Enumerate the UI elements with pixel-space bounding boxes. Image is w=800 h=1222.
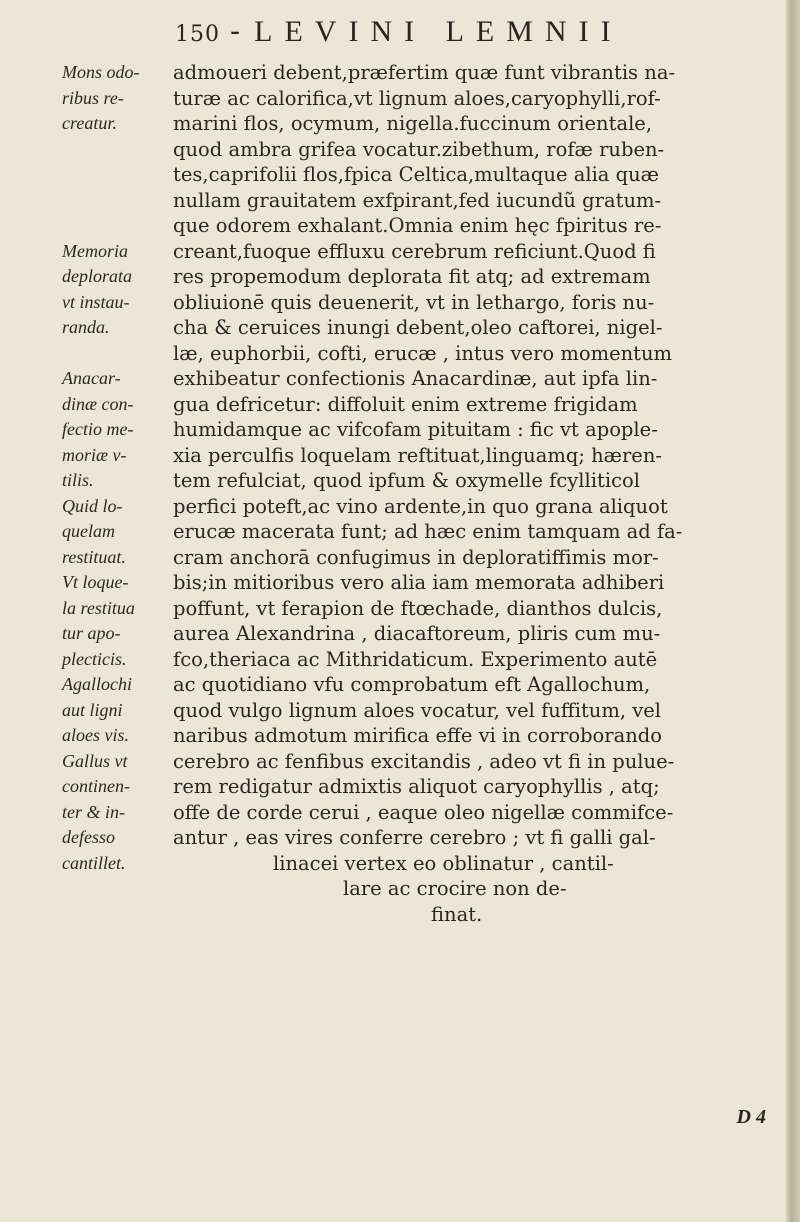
text-line: que odorem exhalant.Omnia enim hęc fpiritus re-: [173, 214, 662, 237]
margin-note: [62, 749, 172, 877]
margin-note-line: aut ligni: [62, 699, 123, 720]
text-line: perfici poteft,ac vino ardente,in quo grana aliquot: [173, 494, 668, 518]
margin-note-line: deplorata: [62, 266, 132, 286]
text-line: admoueri debent,præfertim quæ funt vibrantis na-: [173, 61, 676, 84]
running-header: [175, 14, 750, 50]
text-line: nullam grauitatem exfpirant,fed iucundũ gratum-: [173, 188, 662, 212]
running-title: LEVINI LEMNII: [254, 15, 623, 48]
margin-note-line: aloes vis.: [62, 725, 129, 745]
margin-note-line: randa.: [62, 317, 110, 337]
margin-note-line: Anacar-: [62, 368, 121, 388]
margin-note-line: vt instau-: [62, 291, 130, 312]
margin-note-line: restituat.: [62, 546, 126, 567]
margin-note-line: Vt loque-: [62, 572, 129, 592]
margin-note: [62, 672, 172, 749]
text-line: quod vulgo lignum aloes vocatur, vel fuffitum, vel: [173, 698, 662, 722]
text-line: læ, euphorbii, cofti, erucæ , intus vero momentum: [173, 341, 673, 365]
text-line: turæ ac calorifica,vt lignum aloes,caryophylli,rof-: [173, 86, 661, 110]
margin-note-line: Agallochi: [62, 674, 132, 694]
margin-note-line: moriæ v-: [62, 444, 127, 465]
margin-note: [62, 239, 172, 341]
text-line: tem refulciat, quod ipfum & oxymelle fcylliticol: [173, 469, 640, 492]
margin-note-line: la restitua: [62, 597, 135, 618]
margin-note-line: ribus re-: [62, 87, 124, 108]
text-line: cerebro ac fenfibus excitandis , adeo vt fi in pulue-: [173, 749, 675, 773]
margin-note-line: quelam: [62, 521, 115, 541]
margin-note-line: Memoria: [62, 240, 128, 261]
margin-notes: [62, 60, 172, 876]
margin-note-line: plecticis.: [62, 648, 127, 669]
text-line: res propemodum deplorata fit atq; ad extremam: [173, 265, 651, 288]
text-line: xia perculfis loquelam reftituat,linguamq; hæren-: [173, 443, 662, 467]
page-number: 150: [175, 22, 220, 47]
header-separator: -: [230, 14, 241, 49]
text-line: erucæ macerata funt; ad hæc enim tamquam ad fa-: [173, 520, 683, 543]
margin-note-line: Quid lo-: [62, 495, 123, 516]
text-line: finat.: [431, 902, 483, 926]
text-line: tes,caprifolii flos,fpica Celtica,multaque alia quæ: [173, 163, 660, 186]
margin-note-line: fectio me-: [62, 419, 134, 439]
text-line: linacei vertex eo oblinatur , cantil-: [273, 851, 614, 875]
text-line: lare ac crocire non de-: [343, 877, 567, 900]
text-line: obliuionē quis deuenerit, vt in lethargo, foris nu-: [173, 290, 655, 314]
text-line: quod ambra grifea vocatur.zibethum, rofæ ruben-: [173, 137, 665, 161]
catchword: D 4: [736, 1106, 766, 1128]
text-line: antur , eas vires conferre cerebro ; vt fi galli gal-: [173, 826, 656, 849]
text-line: rem redigatur admixtis aliquot caryophyllis , atq;: [173, 775, 660, 798]
margin-note: [62, 366, 172, 494]
text-line: gua defricetur: diffoluit enim extreme frigidam: [173, 392, 638, 416]
text-line: fco,theriaca ac Mithridaticum. Experimento autē: [173, 647, 658, 671]
main-text: [173, 60, 783, 927]
text-line: humidamque ac vifcofam pituitam : fic vt apople-: [173, 418, 658, 441]
page-edge: [786, 0, 800, 1222]
text-line: bis;in mitioribus vero alia iam memorata adhiberi: [173, 571, 665, 594]
margin-note: [62, 570, 172, 672]
margin-note-line: cantillet.: [62, 852, 126, 873]
text-line: poffunt, vt ferapion de ftœchade, dianthos dulcis,: [173, 596, 663, 620]
margin-note-line: tilis.: [62, 470, 94, 490]
margin-note-line: creatur.: [62, 113, 117, 133]
margin-note-line: Mons odo-: [62, 62, 140, 82]
margin-note-line: Gallus vt: [62, 750, 128, 771]
text-line: offe de corde cerui , eaque oleo nigellæ commifce-: [173, 800, 674, 824]
margin-note: [62, 494, 172, 571]
margin-note-line: tur apo-: [62, 623, 121, 643]
text-line: marini flos, ocymum, nigella.fuccinum orientale,: [173, 112, 653, 135]
margin-note-line: continen-: [62, 776, 130, 796]
margin-note: [62, 60, 172, 137]
text-line: cram anchorā confugimus in deploratiffimis mor-: [173, 545, 659, 569]
text-line: naribus admotum mirifica effe vi in corroborando: [173, 724, 663, 747]
text-line: creant,fuoque effluxu cerebrum reficiunt.Quod fi: [173, 239, 656, 263]
text-line: aurea Alexandrina , diacaftoreum, pliris cum mu-: [173, 622, 661, 645]
margin-note-line: ter & in-: [62, 801, 125, 822]
margin-note-line: dinæ con-: [62, 393, 134, 414]
text-line: exhibeatur confectionis Anacardinæ, aut ipfa lin-: [173, 367, 658, 390]
margin-note-line: defesso: [62, 827, 115, 847]
text-line: cha & ceruices inungi debent,oleo caftorei, nigel-: [173, 316, 663, 339]
text-line: ac quotidiano vfu comprobatum eft Agallochum,: [173, 673, 651, 696]
